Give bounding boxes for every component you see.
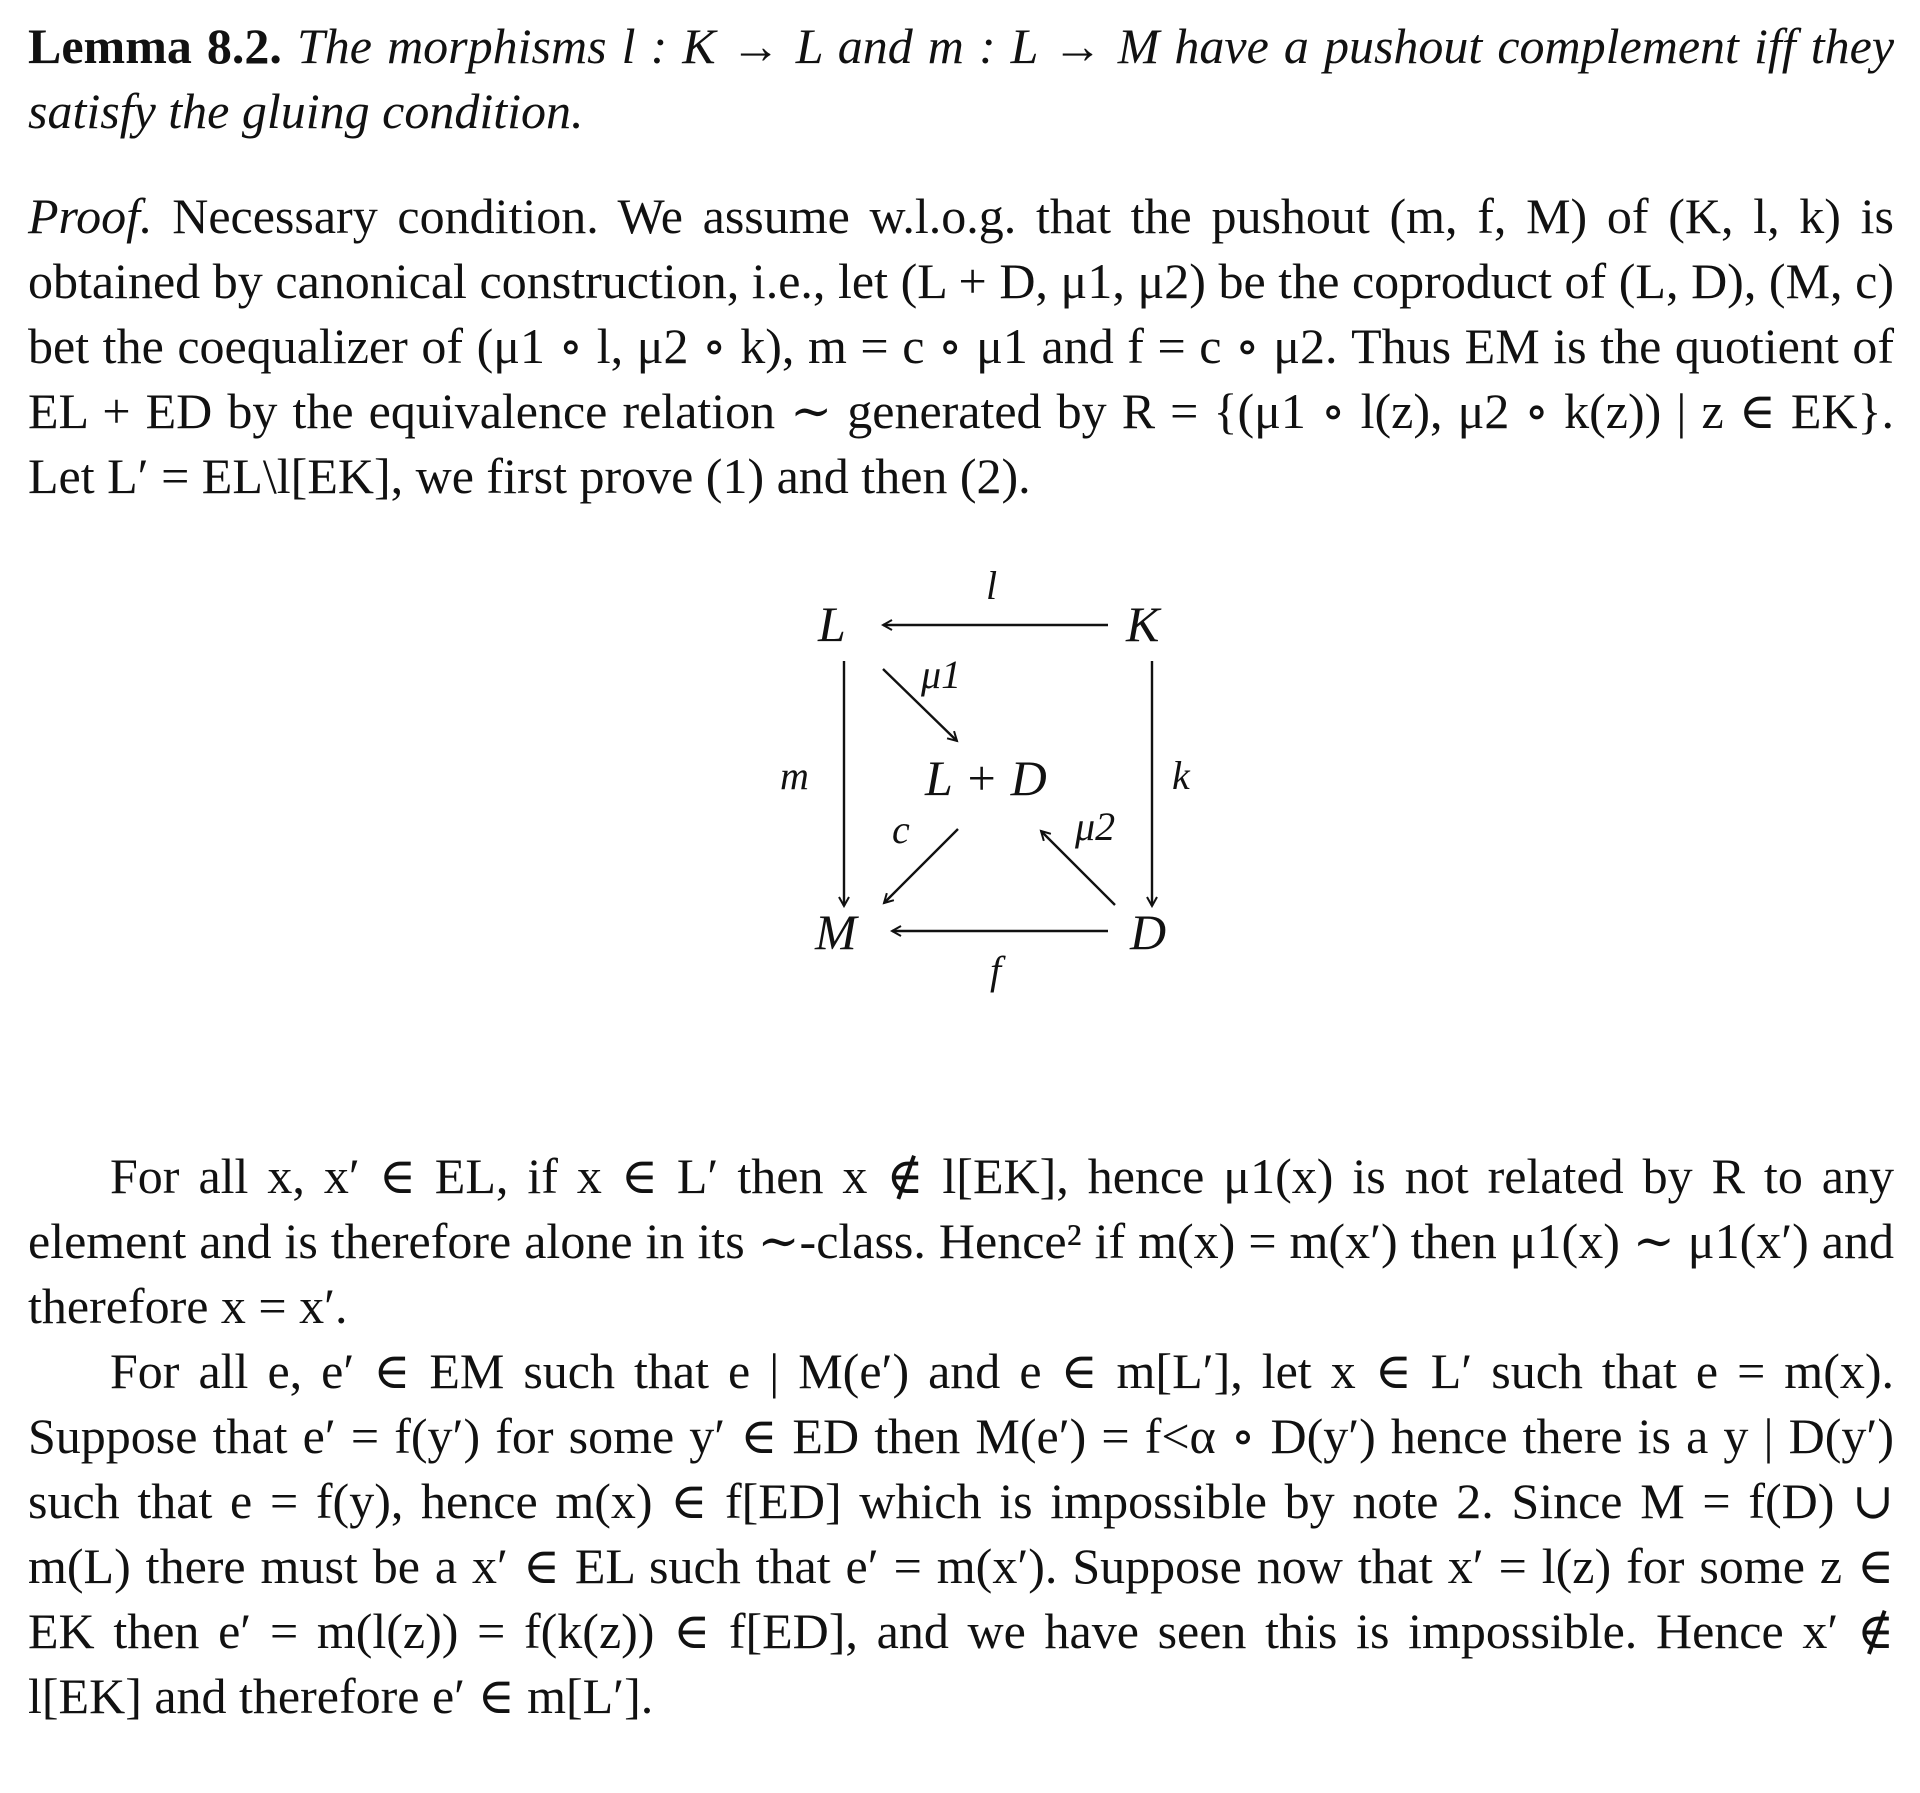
proof-text-1: Necessary condition. We assume w.l.o.g. that the pushout (m, f, M) of (K, l, k) is obtained by canonical construction, i.e., let (L + D, μ1, μ2) be the coproduct of (L, D), (M, c) bet the coequalizer of (μ1 ∘ l, μ2 ∘ k), m = c ∘ μ1 and f = c ∘ μ2. Thus EM is the quotient of EL + ED by the equivalence relation ∼ generated by R = {(μ1 ∘ l(z), μ2 ∘ k(z)) | z ∈ EK}. Let L′ = EL\l[EK], we first prove (1) and then (2). [28, 188, 1894, 504]
lemma-label: Lemma 8.2. [28, 18, 282, 74]
proof-label: Proof. [28, 188, 153, 244]
object-L-plus-D: L + D [925, 750, 1047, 806]
arrow-f-label: f [990, 948, 1002, 993]
lemma-block [28, 14, 1894, 144]
arrow-mu1-label: μ1 [921, 652, 962, 697]
proof-paragraph-3: For all e, e′ ∈ EM such that e | M(e′) and e ∈ m[L′], let x ∈ L′ such that e = m(x). Suppose that e′ = f(y′) for some y′ ∈ ED then M(e′) = f<α ∘ D(y′) hence there is a y | D(y′) such that e = f(y), hence m(x) ∈ f[ED] which is impossible by note 2. Since M = f(D) ∪ m(L) there must be a x′ ∈ EL such that e′ = m(x′). Suppose now that x′ = l(z) for some z ∈ EK then e′ = m(l(z)) = f(k(z)) ∈ f[ED], and we have seen this is impossible. Hence x′ ∉ l[EK] and therefore e′ ∈ m[L′]. [28, 1343, 1894, 1724]
paper-page [28, 14, 1894, 1729]
arrow-m-label: m [780, 753, 809, 798]
arrow-k-label: k [1172, 753, 1190, 798]
object-L: L [818, 596, 846, 652]
pushout-diagram [28, 549, 1894, 1144]
proof-paragraph-2: For all x, x′ ∈ EL, if x ∈ L′ then x ∉ l[EK], hence μ1(x) is not related by R to any element and is therefore alone in its ∼-class. Hence² if m(x) = m(x′) then μ1(x) ∼ μ1(x′) and therefore x = x′. [28, 1148, 1895, 1334]
object-K: K [1126, 596, 1160, 652]
arrow-mu2-label: μ2 [1075, 804, 1116, 849]
arrow-l-label: l [986, 563, 998, 608]
object-M: M [815, 904, 857, 960]
object-D: D [1130, 904, 1167, 960]
pushout-diagram-svg [28, 549, 1894, 1144]
arrow-c-label: c [892, 807, 910, 852]
lemma-statement: The morphisms l : K → L and m : L → M have a pushout complement iff they satisfy the gluing condition. [28, 18, 1895, 139]
proof-paragraph-1 [28, 184, 1894, 509]
